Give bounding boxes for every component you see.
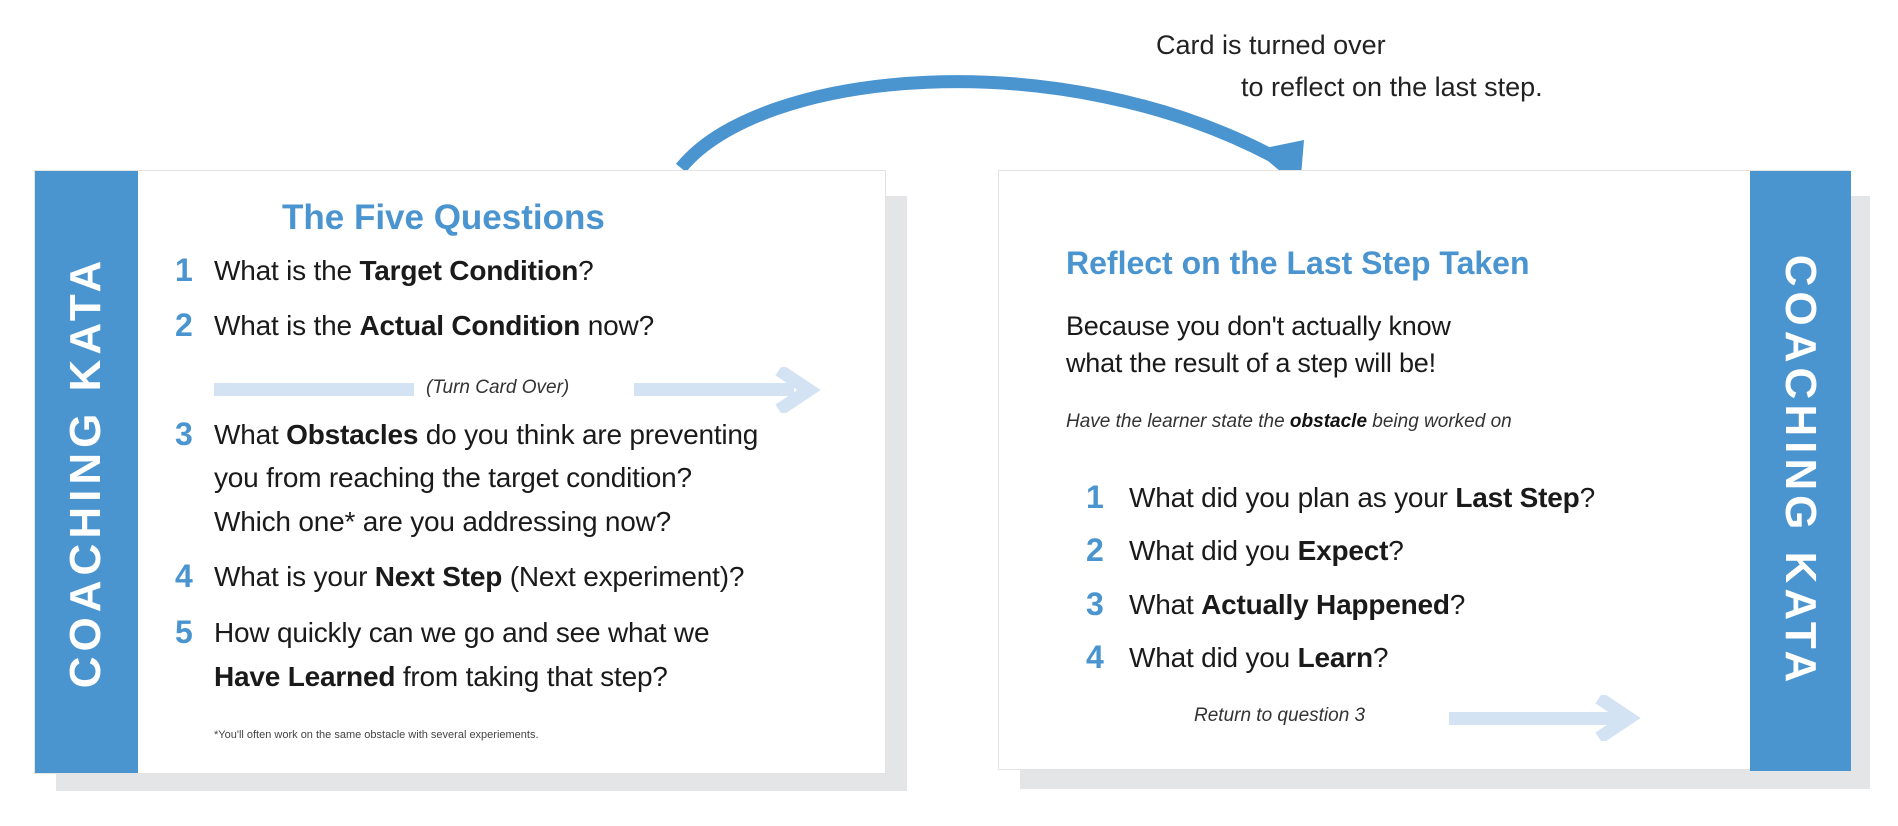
turn-card-label: (Turn Card Over) xyxy=(426,377,570,398)
question-number: 1 xyxy=(175,252,193,288)
question-number: 4 xyxy=(1086,639,1104,675)
return-arrow xyxy=(1449,695,1649,741)
right-card-band xyxy=(1750,171,1851,771)
turn-card-arrow xyxy=(214,369,824,409)
question-number: 5 xyxy=(175,614,193,650)
right-band-label: COACHING KATA xyxy=(1776,254,1825,688)
question-number: 3 xyxy=(1086,586,1104,622)
left-card-band xyxy=(35,171,138,773)
question-number: 4 xyxy=(175,558,193,594)
instruction: Have the learner state the obstacle being worked on xyxy=(1066,411,1512,432)
caption-line-2: to reflect on the last step. xyxy=(1241,72,1543,102)
return-label: Return to question 3 xyxy=(1194,705,1366,726)
right-card-title: Reflect on the Last Step Taken xyxy=(1066,245,1530,281)
right-card: COACHING KATA Reflect on the Last Step Taken Because you don't actually know what the result of a step will be! Have the learner state the obstacle being worked on 1 What did you plan as your Last Step? 2 What did you Expect? 3 What Actually Happened? 4 What did you Learn? Return to question 3 xyxy=(998,170,1850,770)
question-number: 2 xyxy=(1086,532,1104,568)
footnote: *You'll often work on the same obstacle with several experiements. xyxy=(214,729,539,741)
question-number: 1 xyxy=(1086,479,1104,515)
left-band-label: COACHING KATA xyxy=(61,255,110,689)
subtitle-line-2: what the result of a step will be! xyxy=(1066,348,1436,378)
left-card-title: The Five Questions xyxy=(282,198,605,237)
question-number: 2 xyxy=(175,307,193,343)
caption-line-1: Card is turned over xyxy=(1156,30,1386,60)
subtitle-line-1: Because you don't actually know xyxy=(1066,311,1451,341)
question-number: 3 xyxy=(175,416,193,452)
left-card: COACHING KATA The Five Questions 1 What is the Target Condition? 2 What is the Actual Condition now? (Turn Card Over) 3 What Obstacles do you think are preventing you from reaching the target condition? Which one* are you addressing now? 4 What is your Next Step (Next experiment)? 5 How quickly can we go and see what we Have Learned from taking that step? *You'll often work on the same obstacle with several experiements. xyxy=(34,170,886,774)
